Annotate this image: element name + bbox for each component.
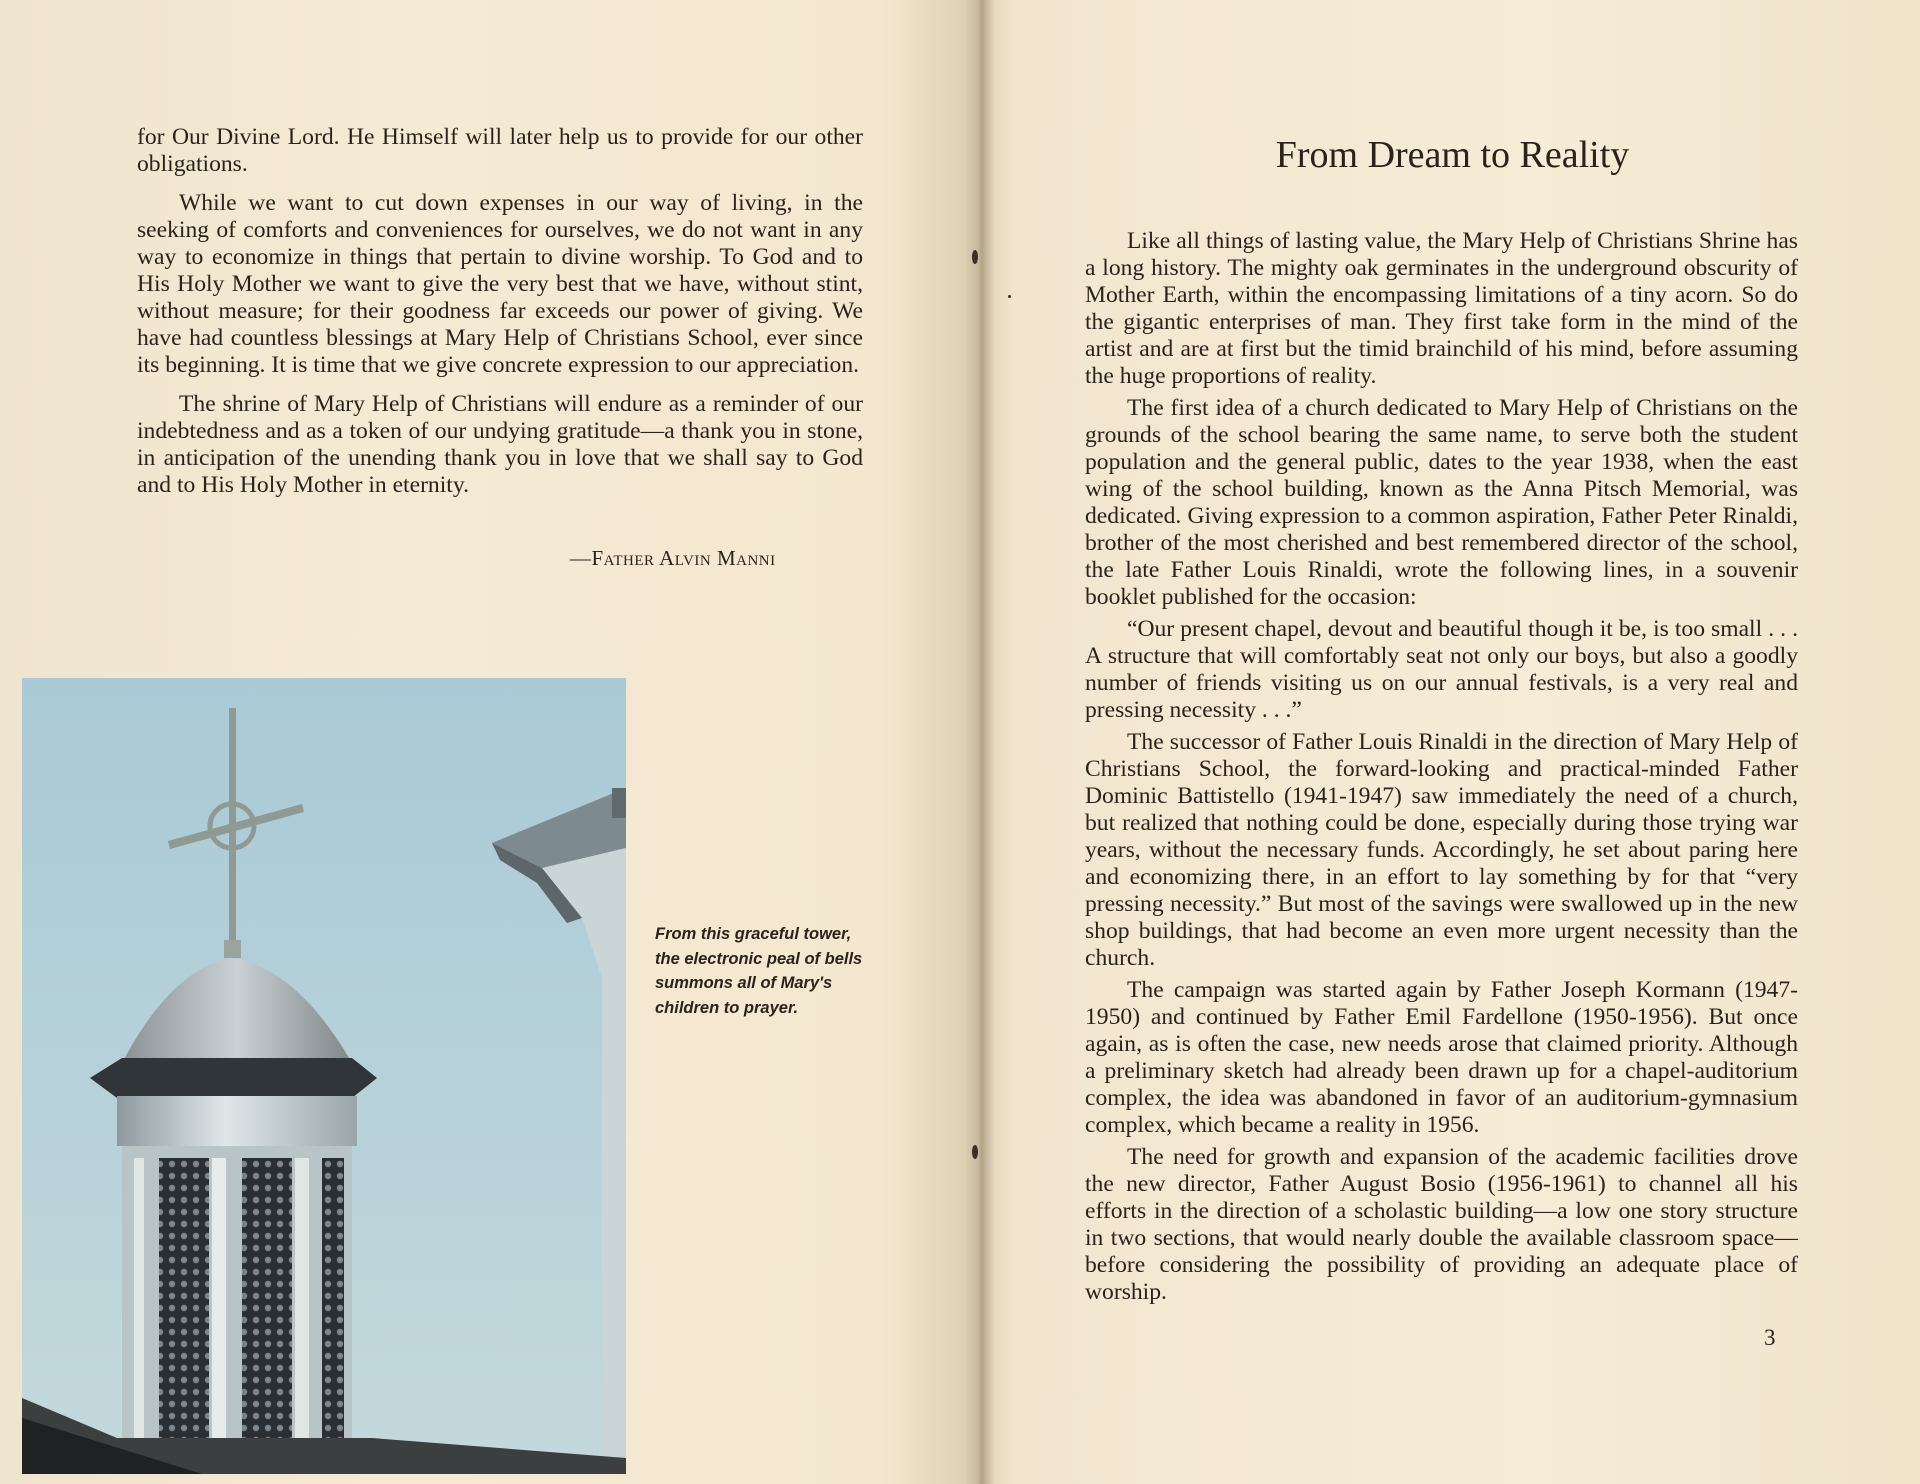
paragraph: The need for growth and expansion of the academic facilities drove the new director, Father August Bosio (1956-1961) to channel all his efforts in the direction of a scholastic building—a low one story structure in two sections, that would nearly double the available classroom space—before considering the possibility of providing an adequate place of worship. xyxy=(1085,1144,1798,1305)
paragraph: “Our present chapel, devout and beautiful though it be, is too small . . . A structure that will comfortably seat not only our boys, but also a goodly number of friends visiting us on our annual festivals, is a very real and pressing necessity . . .” xyxy=(1085,616,1798,723)
chapter-title: From Dream to Reality xyxy=(1275,134,1630,176)
photo-caption: From this graceful tower, the electronic peal of bells summons all of Mary's children to prayer. xyxy=(655,925,863,1017)
left-body-text xyxy=(137,124,863,511)
right-body-text xyxy=(1085,228,1798,1311)
paragraph: for Our Divine Lord. He Himself will later help us to provide for our other obligations. xyxy=(137,124,863,177)
paragraph: Like all things of lasting value, the Mary Help of Christians Shrine has a long history. The mighty oak germinates in the underground obscurity of Mother Earth, within the encompassing limitations of a tiny acorn. So do the gigantic enterprises of man. They first take form in the mind of the artist and are at first but the timid brainchild of his mind, before assuming the huge proportions of reality. xyxy=(1085,228,1798,389)
binding-mark xyxy=(972,1145,978,1159)
paragraph: The campaign was started again by Father Joseph Kormann (1947-1950) and continued by Father Emil Fardellone (1950-1956). But once again, as is often the case, new needs arose that claimed priority. Although a preliminary sketch had already been drawn up for a chapel-auditorium complex, the idea was abandoned in favor of an auditorium-gymnasium complex, which became a reality in 1956. xyxy=(1085,977,1798,1138)
paper-speck xyxy=(1008,295,1011,298)
bell-tower-illustration xyxy=(22,678,626,1474)
page-number: 3 xyxy=(1764,1325,1776,1350)
bell-tower-photo xyxy=(22,678,626,1474)
author-signature: —Father Alvin Manni xyxy=(570,546,776,570)
binding-mark xyxy=(972,250,978,264)
paragraph: The first idea of a church dedicated to Mary Help of Christians on the grounds of the school bearing the same name, to serve both the student population and the general public, dates to the year 1938, when the east wing of the school building, known as the Anna Pitsch Memorial, was dedicated. Giving expression to a common aspiration, Father Peter Rinaldi, brother of the most cherished and best remembered director of the school, the late Father Louis Rinaldi, wrote the following lines, in a souvenir booklet published for the occasion: xyxy=(1085,395,1798,610)
right-page xyxy=(985,0,1920,1484)
paragraph: While we want to cut down expenses in our way of living, in the seeking of comforts and conveniences for ourselves, we do not want in any way to economize in things that pertain to divine worship. To God and to His Holy Mother we want to give the very best that we have, without stint, without measure; for their goodness far exceeds our power of giving. We have had countless blessings at Mary Help of Christians School, ever since its beginning. It is time that we give concrete expression to our appreciation. xyxy=(137,190,863,378)
paragraph: The successor of Father Louis Rinaldi in the direction of Mary Help of Christians School, the forward-looking and practical-minded Father Dominic Battistello (1941-1947) saw immediately the need of a church, but realized that nothing could be done, especially during those trying war years, without the necessary funds. Accordingly, he set about paring here and economizing there, in an effort to lay something by for that “very pressing necessity.” But most of the savings were swallowed up in the new shop buildings, that had become an even more urgent necessity than the church. xyxy=(1085,729,1798,971)
paragraph: The shrine of Mary Help of Christians will endure as a reminder of our indebtedness and as a token of our undying gratitude—a thank you in stone, in anticipation of the unending thank you in love that we shall say to God and to His Holy Mother in eternity. xyxy=(137,391,863,498)
